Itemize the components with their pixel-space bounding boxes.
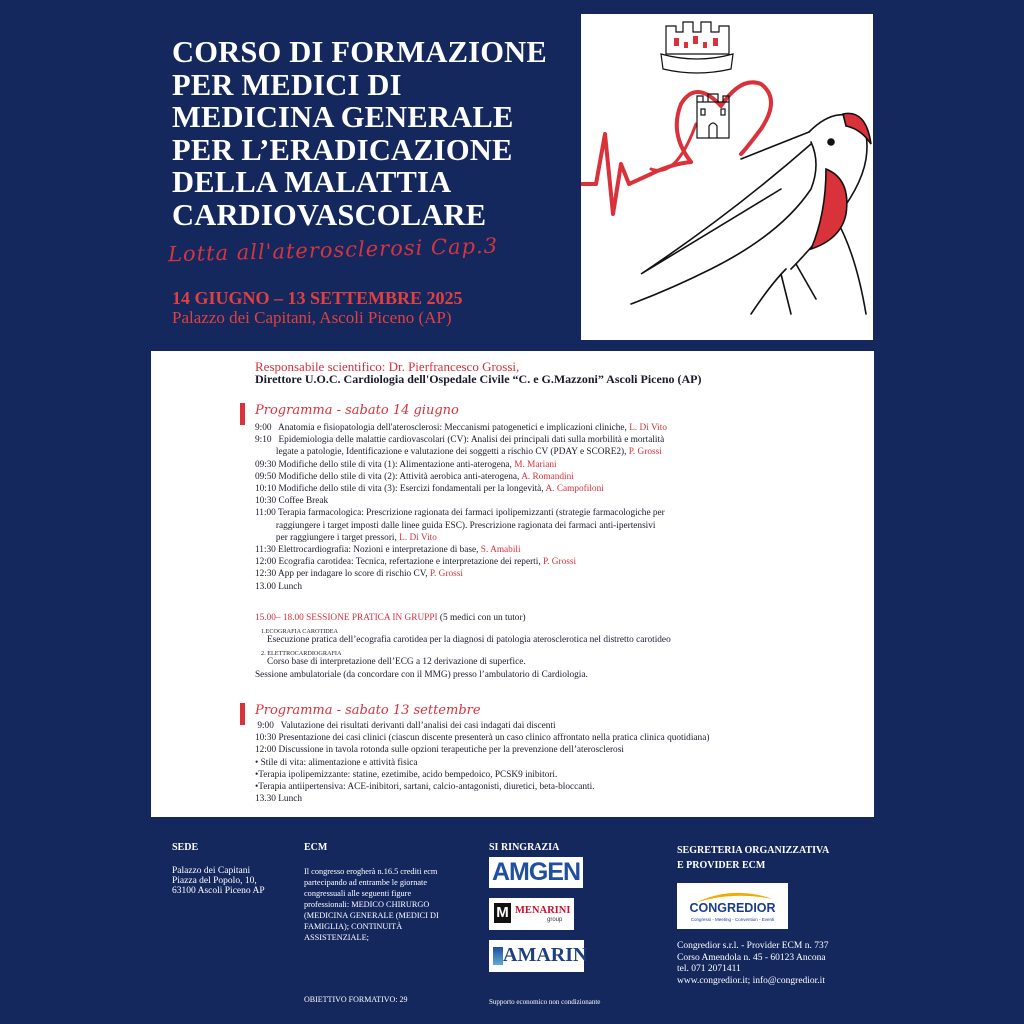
program-item-speaker: P. Grossi	[543, 557, 577, 568]
sponsorship-note: Supporto economico non condizionante	[489, 998, 601, 1006]
program-item	[255, 521, 656, 532]
program-item	[255, 423, 667, 434]
secretariat-contacts	[677, 941, 828, 987]
amgen-logo	[489, 857, 583, 888]
program-item-speaker: A. Campofiloni	[545, 484, 604, 494]
program-item: 13.30 Lunch	[255, 794, 302, 805]
program-item-text: 9:10 Epidemiologia delle malattie cardiovascolari (CV): Analisi dei principali dati sulla morbilità e mortalità	[255, 435, 665, 446]
practical-session	[255, 613, 526, 624]
ecm-line: Il congresso erogherà n.16.5 crediti ecm	[304, 867, 438, 876]
title-line: DELLA MALATTIA	[172, 165, 452, 199]
contact-line: Congredior s.r.l. - Provider ECM n. 737	[677, 941, 829, 951]
program-item	[255, 484, 604, 495]
program-item-text: per raggiungere i target pressori,	[255, 532, 400, 543]
amarin-logo	[489, 940, 588, 972]
ecm-section-title: ECM	[304, 842, 328, 853]
section-marker	[240, 703, 245, 725]
program-day1-heading: Programma - sabato 14 giugno	[255, 403, 459, 418]
title-line: MEDICINA GENERALE	[172, 100, 514, 134]
program-item	[255, 557, 576, 568]
course-venue: Palazzo dei Capitani, Ascoli Piceno (AP)	[172, 308, 452, 327]
practical-session-note: (5 medici con un tutor)	[437, 613, 526, 623]
scientific-director: Responsabile scientifico: Dr. Pierfrancesco Grossi,	[255, 359, 520, 374]
sub-session-label: 1.ECOGRAFIA CAROTIDEA	[261, 628, 339, 635]
program-item-text: 11:30 Elettrocardiografia: Nozioni e interpretazione di base,	[255, 545, 481, 555]
program-item-text: 12:00 Ecografia carotidea: Tecnica, refertazione e interpretazione dei reperti,	[255, 557, 543, 568]
sub-session-text: Corso base di interpretazione dell’ECG a 12 derivazione di superfice.	[267, 657, 526, 667]
program-item-text: 11:00 Terapia farmacologica: Prescrizione ragionata dei farmaci ipolipemizzanti (strategie farmacologiche per	[255, 508, 665, 519]
program-item-text: raggiungere i target imposti dalle linee guida ESC). Prescrizione ragionata dei farmaci anti-ipertensivi	[255, 520, 656, 531]
program-item	[255, 545, 521, 556]
program-item: 12:00 Discussione in tavola rotonda sulle opzioni terapeutiche per la prevenzione dell’aterosclerosi	[255, 745, 624, 756]
menarini-mark-icon: M	[494, 903, 511, 923]
ecm-line: FAMIGLIA); CONTINUITÀ	[304, 922, 403, 931]
secretariat-title-line: E PROVIDER ECM	[677, 860, 766, 871]
ecm-line: ASSISTENZIALE;	[304, 933, 369, 942]
program-item-text: 9:00 Anatomia e fisiopatologia dell'aterosclerosi: Meccanismi patogenetici e implicazioni cliniche,	[255, 423, 630, 433]
ecm-line: partecipando ad entrambe le giornate	[304, 878, 428, 887]
program-item: •Terapia ipolipemizzante: statine, ezetimibe, acido bempedoico, PCSK9 inibitori.	[255, 769, 558, 780]
contact-line: Corso Amendola n. 45 - 60123 Ancona	[677, 952, 826, 963]
program-item-text: 09:50 Modifiche dello stile di vita (2): Attività aerobica anti-aterogena,	[255, 471, 522, 482]
program-panel	[151, 351, 874, 817]
section-marker	[240, 403, 245, 425]
menarini-logo	[489, 898, 574, 930]
title-line: PER MEDICI DI	[172, 67, 402, 102]
ecm-line: professionali: MEDICO CHIRURGO	[304, 900, 430, 909]
contact-line[interactable]: www.congredior.it; info@congredior.it	[677, 975, 825, 986]
program-item-speaker: M. Mariani	[514, 459, 557, 470]
program-item	[255, 569, 463, 580]
program-item-text: 10:30 Coffee Break	[255, 496, 329, 507]
course-title	[172, 36, 572, 231]
program-item	[255, 460, 557, 471]
program-item: •Terapia antiipertensiva: ACE-inibitori, sartani, calcio-antagonisti, diuretici, beta-bloccanti.	[255, 782, 595, 792]
program-item	[255, 582, 302, 593]
program-day2-heading: Programma - sabato 13 settembre	[255, 703, 481, 718]
title-line: CARDIOVASCOLARE	[172, 197, 487, 232]
menarini-logo-text: MENARINI	[515, 905, 571, 916]
course-dates: 14 GIUGNO – 13 SETTEMBRE 2025	[172, 288, 463, 308]
sub-session-text: Esecuzione pratica dell’ecografia carotidea per la diagnosi di patologia aterosclerotica nel distretto carotideo	[267, 635, 671, 645]
title-line: CORSO DI FORMAZIONE	[172, 35, 547, 69]
program-item	[255, 496, 328, 507]
address-line: 63100 Ascoli Piceno AP	[172, 886, 265, 896]
program-item	[255, 447, 662, 458]
amarin-mark-icon	[493, 947, 503, 965]
title-line: PER L’ERADICAZIONE	[172, 132, 513, 167]
program-item-text: 09:30 Modifiche dello stile di vita (1): Alimentazione anti-aterogena,	[255, 459, 515, 470]
address-line: Palazzo dei Capitani	[172, 866, 251, 876]
course-subtitle: Lotta all'aterosclerosi Cap.3	[167, 233, 499, 267]
sub-session-label: 2. ELETTROCARDIOGRAFIA	[261, 650, 342, 657]
contact-line: tel. 071 2071411	[677, 964, 741, 974]
illustration-svg	[581, 14, 873, 340]
secretariat-section-title	[677, 843, 829, 873]
program-item: 10:30 Presentazione dei casi clinici (ciascun discente presenterà un caso clinico affrontato nella pratica clinica quotidiana)	[255, 733, 710, 744]
program-item: • Stile di vita: alimentazione e attività fisica	[255, 757, 418, 768]
ambulatory-session: Sessione ambulatoriale (da concordare con il MMG) presso l’ambulatorio di Cardiologia.	[255, 670, 588, 680]
castle-crown-icon	[661, 22, 733, 73]
amgen-logo-text: AMGEN	[491, 858, 581, 886]
program-item-text: legate a patologie, Identificazione e valutazione dei soggetti a rischio CV (PDAY e SCORE2),	[255, 447, 629, 458]
ecm-line: congressuali alle seguenti figure	[304, 889, 412, 898]
program-item-speaker: A. Romandini	[521, 471, 574, 482]
program-item-text: 12:30 App per indagare lo score di rischio CV,	[255, 569, 430, 580]
heart-ecg-line	[581, 82, 771, 214]
program-item-speaker: P. Grossi	[429, 569, 463, 580]
thanks-section-title: SI RINGRAZIA	[489, 842, 560, 853]
address-line: Piazza del Popolo, 10,	[172, 876, 257, 886]
practical-session-title: 15.00– 18.00 SESSIONE PRATICA IN GRUPPI	[255, 613, 438, 623]
secretariat-title-line: SEGRETERIA ORGANIZZATIVA	[677, 845, 830, 856]
congredior-logo	[677, 883, 788, 929]
program-item	[255, 533, 437, 544]
program-item-text: 13.00 Lunch	[255, 581, 302, 592]
venue-section-title: SEDE	[172, 842, 199, 853]
program-item-speaker: L. Di Vito	[399, 532, 437, 543]
program-item-speaker: S. Amabili	[480, 545, 521, 555]
program-item	[255, 435, 664, 446]
program-item: 9:00 Valutazione dei risultati derivanti dall’analisi dei casi indagati dai discenti	[255, 721, 556, 731]
training-objective: OBIETTIVO FORMATIVO: 29	[304, 995, 408, 1004]
program-item-text: 10:10 Modifiche dello stile di vita (3): Esercizi fondamentali per la longevità,	[255, 484, 546, 494]
venue-address	[172, 866, 265, 896]
ecm-description	[304, 866, 439, 943]
woodpecker-heart-illustration	[581, 14, 873, 340]
program-item-speaker: L. Di Vito	[629, 423, 667, 433]
program-item	[255, 508, 665, 519]
congredior-logo-text: CONGREDIOR	[689, 901, 776, 915]
program-item	[255, 472, 574, 483]
ecm-line: (MEDICINA GENERALE (MEDICI DI	[304, 911, 439, 920]
menarini-logo-subtext: group	[547, 917, 563, 923]
program-item-speaker: P. Grossi	[628, 447, 662, 458]
amarin-logo-text: AMARIN	[503, 944, 588, 966]
director-affiliation: Direttore U.O.C. Cardiologia dell'Ospedale Civile “C. e G.Mazzoni” Ascoli Piceno (AP)	[255, 372, 702, 386]
congredior-tagline: Congressi - Meeting - Convention - Eventi	[690, 917, 775, 922]
